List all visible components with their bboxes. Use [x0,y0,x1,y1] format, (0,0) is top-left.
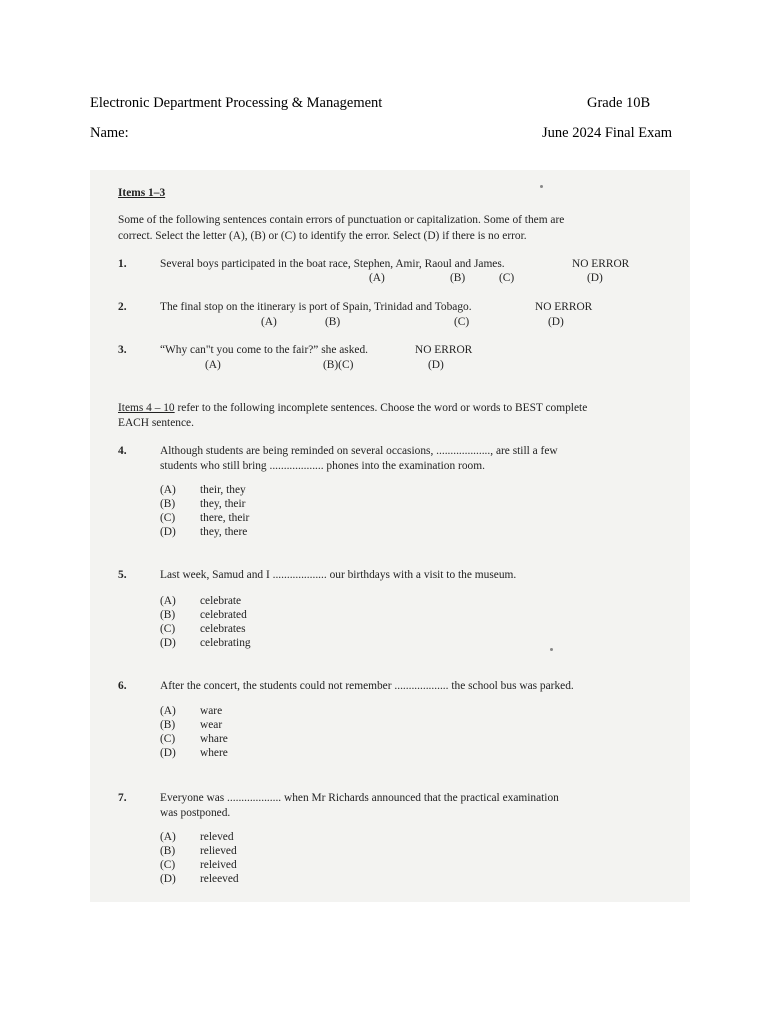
option-letter: (C) [160,733,176,745]
q3-text: “Why can"t you come to the fair?” she asked. [160,344,369,356]
q3-no-error: NO ERROR [415,344,473,356]
option-letter: (C) [160,859,176,871]
q3-label-a: (A) [205,359,221,371]
q1-label-c: (C) [499,272,515,284]
option-text: where [200,747,228,759]
q3-label-d: (D) [428,359,444,371]
option-text: releeved [200,873,239,885]
option-letter: (A) [160,705,176,717]
option-letter: (A) [160,595,176,607]
option-letter: (B) [160,719,176,731]
option-text: wear [200,719,223,731]
q1-label-d: (D) [587,272,603,284]
q4-number: 4. [118,445,127,457]
q2-label-d: (D) [548,316,564,328]
option-letter: (A) [160,484,176,496]
option-letter: (B) [160,498,176,510]
q2-label-b: (B) [325,316,341,328]
option-letter: (D) [160,873,176,885]
option-text: there, their [200,512,250,524]
option-letter: (C) [160,623,176,635]
q4-line1: Although students are being reminded on several occasions, ..................., are still a few [160,445,558,457]
option-letter: (D) [160,747,176,759]
q1-label-a: (A) [369,272,385,284]
q1-no-error: NO ERROR [572,258,630,270]
scan-speck [540,185,543,188]
option-letter: (D) [160,637,176,649]
section2-instructions-line2: EACH sentence. [118,417,194,429]
section1-instructions-line2: correct. Select the letter (A), (B) or (C) to identify the error. Select (D) if there is no error. [118,230,527,242]
option-letter: (C) [160,512,176,524]
section2-title: Items 4 – 10 [118,402,175,414]
option-text: celebrate [200,595,242,607]
option-text: releived [200,859,237,871]
option-letter: (B) [160,609,176,621]
option-text: releved [200,831,234,843]
q2-label-c: (C) [454,316,470,328]
q1-text: Several boys participated in the boat race, Stephen, Amir, Raoul and James. [160,258,505,270]
q1-label-b: (B) [450,272,466,284]
section2-instructions-line1 [118,402,587,414]
option-text: ware [200,705,223,717]
grade-label: Grade 10B [587,95,651,111]
option-letter: (D) [160,526,176,538]
option-letter: (B) [160,845,176,857]
q7-number: 7. [118,792,127,804]
exam-label: June 2024 Final Exam [542,125,673,141]
option-text: celebrates [200,623,246,635]
scan-speck [550,648,553,651]
section1-title: Items 1–3 [118,187,166,199]
q3-number: 3. [118,344,127,356]
option-text: they, there [200,526,248,538]
q2-number: 2. [118,301,127,313]
section1-instructions-line1: Some of the following sentences contain errors of punctuation or capitalization. Some of them are [118,214,565,226]
q4-line2: students who still bring ................... phones into the examination room. [160,460,485,472]
q2-text: The final stop on the itinerary is port of Spain, Trinidad and Tobago. [160,301,472,313]
q2-label-a: (A) [261,316,277,328]
option-text: celebrated [200,609,247,621]
department-title: Electronic Department Processing & Management [90,95,383,111]
section2-instructions-rest: refer to the following incomplete sentences. Choose the word or words to BEST complete [174,402,588,414]
q2-no-error: NO ERROR [535,301,593,313]
scanned-exam-sheet [90,170,690,902]
q5-line1: Last week, Samud and I ................... our birthdays with a visit to the museum. [160,569,517,581]
q6-number: 6. [118,680,127,692]
q1-number: 1. [118,258,127,270]
q5-number: 5. [118,569,127,581]
name-label: Name: [90,125,129,141]
q7-line1: Everyone was ................... when Mr Richards announced that the practical examination [160,792,559,804]
option-letter: (A) [160,831,176,843]
option-text: relieved [200,845,237,857]
option-text: celebrating [200,637,251,649]
q7-line2: was postponed. [160,807,231,819]
q6-line1: After the concert, the students could not remember ................... the school bus was parked. [160,680,574,692]
option-text: whare [200,733,228,745]
option-text: their, they [200,484,246,496]
q3-label-bc: (B)(C) [323,359,354,371]
option-text: they, their [200,498,246,510]
